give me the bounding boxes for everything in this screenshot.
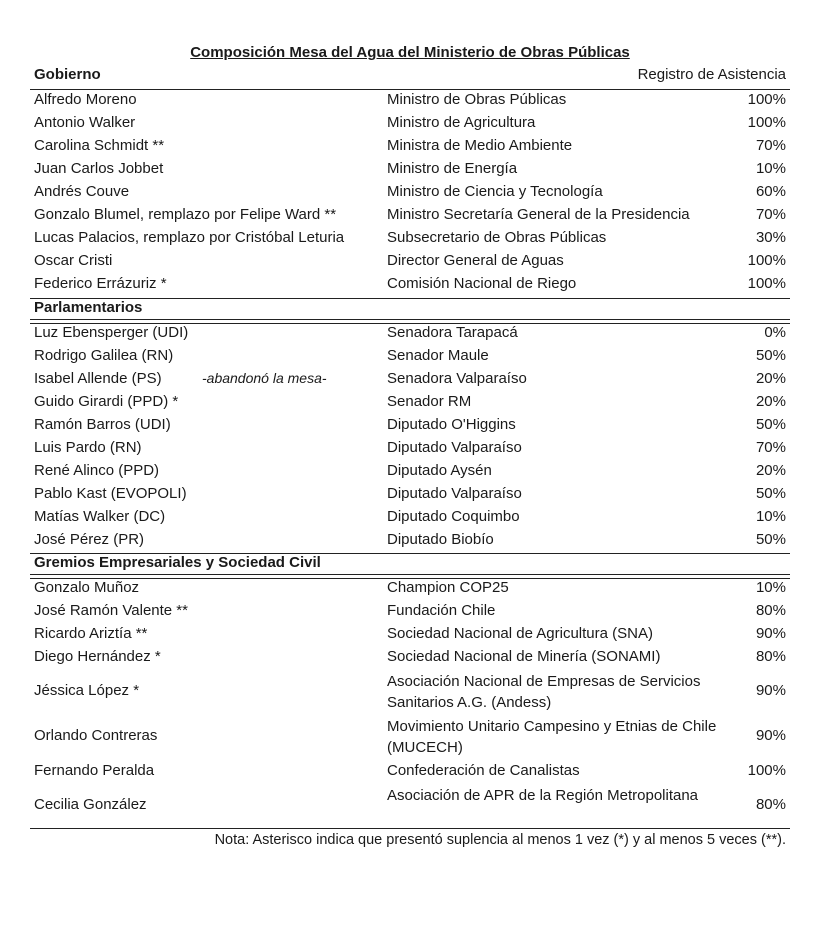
member-role: Fundación Chile [387,602,496,619]
member-role: Diputado Aysén [387,462,492,479]
table-row [30,648,790,671]
footnote: Nota: Asterisco indica que presentó suplencia al menos 1 vez (*) y al menos 5 veces (**). [214,832,786,848]
member-role: Diputado Valparaíso [387,485,522,502]
attendance-value: 50% [755,416,786,433]
member-role: Ministro de Agricultura [387,114,536,131]
attendance-value: 100% [747,114,786,131]
member-name: Federico Errázuriz * [34,275,167,292]
attendance-value: 30% [755,229,786,246]
table-row [30,370,790,393]
attendance-value: 20% [755,393,786,410]
table-row [30,579,790,602]
member-role: Ministro de Obras Públicas [387,91,567,108]
table-row [30,137,790,160]
attendance-value: 20% [755,370,786,387]
member-name: Ricardo Ariztía ** [34,625,148,642]
member-name: Rodrigo Galilea (RN) [34,347,174,364]
table-row [30,252,790,275]
member-name: Matías Walker (DC) [34,508,166,525]
attendance-value: 70% [755,206,786,223]
member-role: Champion COP25 [387,579,509,596]
table-row [30,485,790,508]
member-role: Senadora Valparaíso [387,370,527,387]
table-row [30,785,790,827]
section-header-gobierno [30,66,790,89]
member-name: José Pérez (PR) [34,531,145,548]
table-row [30,114,790,137]
member-role: Subsecretario de Obras Públicas [387,229,607,246]
member-role: Asociación Nacional de Empresas de Servicios Sanitarios A.G. (Andess) [387,673,701,711]
member-name: Fernando Peralda [34,762,155,779]
table-bottom-rule [30,828,790,829]
member-name: Lucas Palacios, remplazo por Cristóbal Leturia [34,229,345,246]
attendance-value: 100% [747,762,786,779]
member-name: Isabel Allende (PS) [34,370,162,387]
member-name: Orlando Contreras [34,727,158,744]
member-name: José Ramón Valente ** [34,602,188,619]
attendance-value: 50% [755,531,786,548]
attendance-value: 90% [755,682,786,699]
attendance-value: 70% [755,439,786,456]
member-name: Antonio Walker [34,114,136,131]
section-rule [30,89,790,90]
attendance-value: 70% [755,137,786,154]
section-title: Gremios Empresariales y Sociedad Civil [34,554,321,571]
attendance-value: 80% [755,602,786,619]
member-name: Gonzalo Muñoz [34,579,140,596]
table-row [30,602,790,625]
member-role: Confederación de Canalistas [387,762,580,779]
member-name: Juan Carlos Jobbet [34,160,164,177]
member-name: Cecilia González [34,796,147,813]
attendance-value: 20% [755,462,786,479]
attendance-value: 90% [755,727,786,744]
member-name: Carolina Schmidt ** [34,137,165,154]
table-row [30,324,790,347]
attendance-value: 10% [755,579,786,596]
member-name: Ramón Barros (UDI) [34,416,171,433]
table-row [30,347,790,370]
member-name: Gonzalo Blumel, remplazo por Felipe Ward ** [34,206,337,223]
table-row [30,275,790,298]
member-role: Director General de Aguas [387,252,564,269]
member-name: Pablo Kast (EVOPOLI) [34,485,187,502]
member-name: Guido Girardi (PPD) * [34,393,179,410]
attendance-value: 80% [755,648,786,665]
document-title: Composición Mesa del Agua del Ministerio de Obras Públicas [190,44,630,61]
attendance-value: 0% [764,324,786,341]
member-role: Diputado O'Higgins [387,416,516,433]
member-role: Ministro Secretaría General de la Presidencia [387,206,690,223]
table-row [30,531,790,554]
table-row [30,439,790,462]
table-row [30,91,790,114]
attendance-header: Registro de Asistencia [637,66,786,83]
member-name: Jéssica López * [34,682,140,699]
attendance-value: 50% [755,485,786,502]
table-row [30,625,790,648]
member-role: Ministro de Energía [387,160,518,177]
attendance-value: 90% [755,625,786,642]
attendance-value: 10% [755,508,786,525]
attendance-value: 100% [747,91,786,108]
table-row [30,762,790,785]
member-role: Ministra de Medio Ambiente [387,137,573,154]
member-name: Oscar Cristi [34,252,113,269]
member-name: Andrés Couve [34,183,130,200]
member-role: Sociedad Nacional de Minería (SONAMI) [387,648,661,665]
member-name: Luz Ebensperger (UDI) [34,324,189,341]
table-row [30,393,790,416]
member-role: Movimiento Unitario Campesino y Etnias de Chile (MUCECH) [387,718,717,756]
attendance-value: 10% [755,160,786,177]
member-name: René Alinco (PPD) [34,462,160,479]
attendance-value: 80% [755,796,786,813]
member-role: Senador RM [387,393,472,410]
member-role: Diputado Coquimbo [387,508,520,525]
attendance-value: 100% [747,252,786,269]
member-name: Diego Hernández * [34,648,161,665]
member-name: Alfredo Moreno [34,91,137,108]
member-role: Diputado Valparaíso [387,439,522,456]
member-role: Senadora Tarapacá [387,324,518,341]
table-row [30,716,790,758]
table-row [30,206,790,229]
table-row [30,416,790,439]
section-title: Parlamentarios [34,299,143,316]
member-role: Ministro de Ciencia y Tecnología [387,183,603,200]
member-role: Comisión Nacional de Riego [387,275,577,292]
table-row [30,508,790,531]
member-note: -abandonó la mesa- [202,370,327,386]
member-name: Luis Pardo (RN) [34,439,142,456]
table-row [30,160,790,183]
table-row [30,183,790,206]
attendance-value: 100% [747,275,786,292]
table-row [30,229,790,252]
member-role: Diputado Biobío [387,531,494,548]
member-role: Sociedad Nacional de Agricultura (SNA) [387,625,653,642]
member-role: Senador Maule [387,347,489,364]
member-role: Asociación de APR de la Región Metropolitana [387,787,699,804]
section-title: Gobierno [34,66,101,83]
attendance-value: 50% [755,347,786,364]
table-row [30,671,790,713]
table-row [30,462,790,485]
attendance-value: 60% [755,183,786,200]
